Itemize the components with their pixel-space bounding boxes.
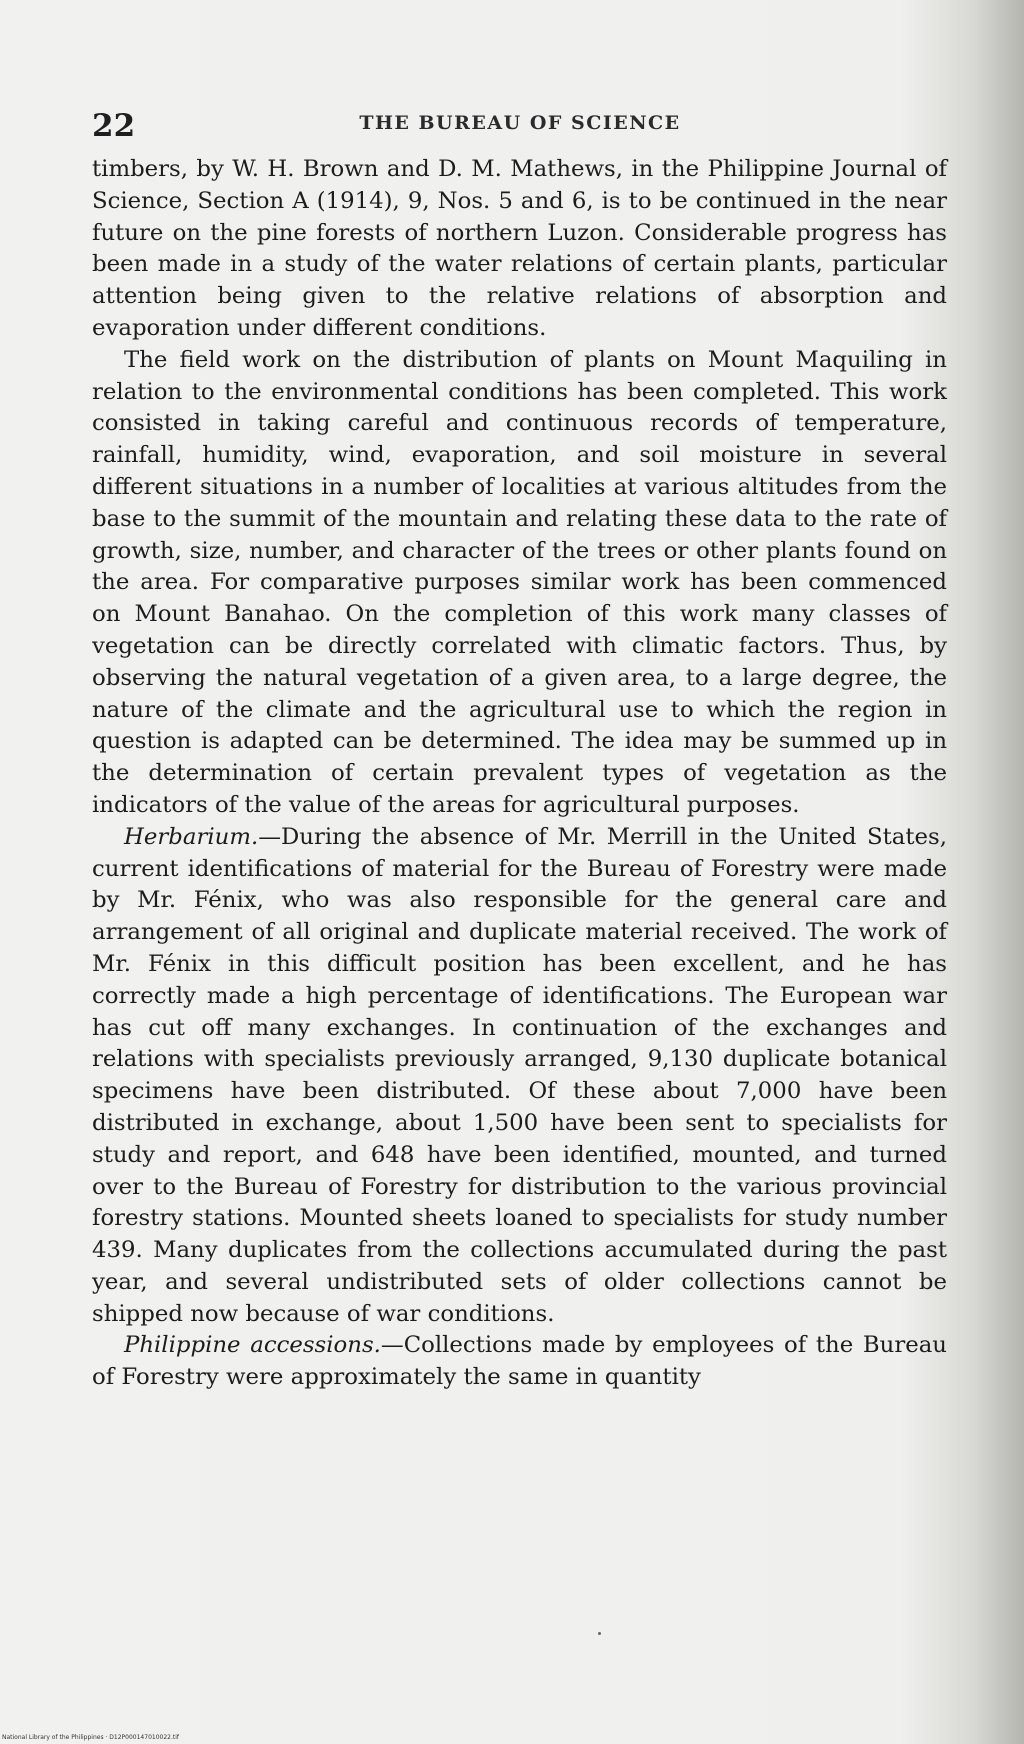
page-header — [92, 108, 948, 144]
accessions-subheading: Philippine accessions. — [124, 1332, 381, 1359]
paragraph-philippine-accessions — [92, 1330, 947, 1394]
scan-speck — [598, 1632, 601, 1635]
accessions-text: —Collections made by employees of the Bureau of Forestry were approximately the same in quantity — [92, 1332, 947, 1391]
paragraph-maquiling: The field work on the distribution of plants on Mount Maquiling in relation to the environmental conditions has been completed. This work consisted in taking careful and continuous records of temperature, rainfall, humidity, wind, evaporation, and soil moisture in several different situations in a number of localities at various altitudes from the base to the summit of the mountain and relating these data to the rate of growth, size, number, and character of the trees or other plants found on the area. For comparative purposes similar work has been commenced on Mount Banahao. On the completion of this work many classes of vegetation can be directly correlated with climatic factors. Thus, by observing the natural vegetation of a given area, to a large degree, the nature of the climate and the agricultural use to which the region in question is adapted can be determined. The idea may be summed up in the determination of certain prevalent types of vegetation as the indicators of the value of the areas for agricultural purposes. — [92, 346, 947, 818]
running-head: THE BUREAU OF SCIENCE — [359, 112, 681, 134]
body-text — [92, 154, 947, 1394]
paragraph-continuation: timbers, by W. H. Brown and D. M. Mathews, in the Philippine Journal of Science, Section A (1914), 9, Nos. 5 and 6, is to be continued in the near future on the pine forests of northern Luzon. Considerable progress has been made in a study of the water relations of certain plants, particular attention being given to the relative relations of absorption and evaporation under different conditions. — [92, 156, 947, 341]
herbarium-text: —During the absence of Mr. Merrill in the United States, current identifications of material for the Bureau of Forestry were made by Mr. Fénix, who was also responsible for the general care and arrangement of all original and duplicate material received. The work of Mr. Fénix in this difficult position has been excellent, and he has correctly made a high percentage of identifications. The European war has cut off many exchanges. In continuation of the exchanges and relations with specialists previously arranged, 9,130 duplicate botanical specimens have been distributed. Of these about 7,000 have been distributed in exchange, about 1,500 have been sent to specialists for study and report, and 648 have been identified, mounted, and turned over to the Bureau of Forestry for distribution to the various provincial forestry stations. Mounted sheets loaned to specialists for study number 439. Many duplicates from the collections accumulated during the past year, and several undistributed sets of older collections cannot be shipped now because of war conditions. — [92, 823, 947, 1327]
scan-footer-note: National Library of the Philippines · D12P000147010022.tif — [2, 1734, 180, 1741]
paragraph-herbarium — [92, 822, 947, 1331]
page-number: 22 — [92, 108, 136, 144]
herbarium-subheading: Herbarium. — [124, 823, 259, 850]
